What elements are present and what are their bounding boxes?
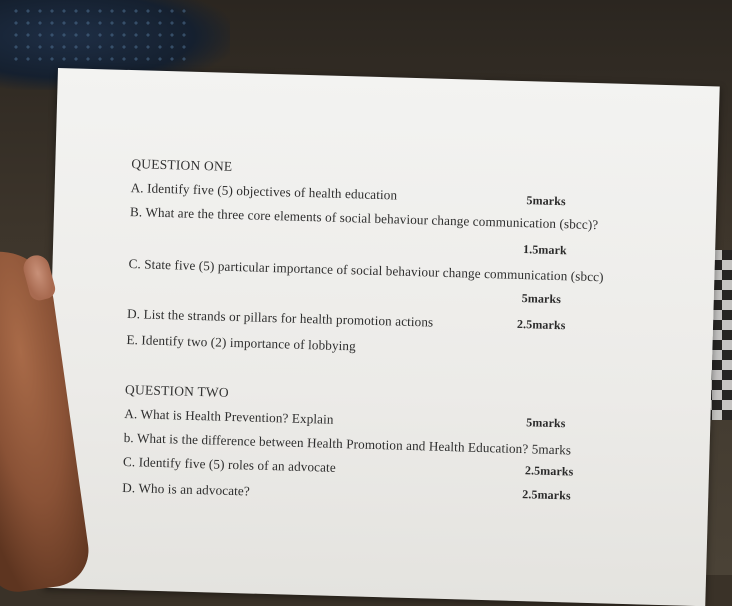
q1-item-c: C. State five (5) particular importance of social behaviour change communication (sbcc) <box>128 256 604 285</box>
q2-item-c-marks: 2.5marks <box>524 463 574 479</box>
q2-item-a: A. What is Health Prevention? Explain <box>124 405 334 427</box>
question-one-heading: QUESTION ONE <box>131 156 233 174</box>
q1-item-e: E. Identify two (2) importance of lobbying <box>126 332 357 354</box>
q1-item-b: B. What are the three core elements of social behaviour change communication (sbcc)? <box>129 204 599 233</box>
q2-item-d: D. Who is an advocate? <box>122 479 251 499</box>
q1-item-d: D. List the strands or pillars for health promotion actions <box>126 306 434 330</box>
fabric-pattern <box>10 5 190 65</box>
q2-item-c: C. Identify five (5) roles of an advocate <box>122 453 336 475</box>
q1-item-c-marks: 5marks <box>521 291 562 307</box>
q1-item-a-marks: 5marks <box>526 193 566 209</box>
q2-item-a-marks: 5marks <box>526 415 566 431</box>
q1-item-a: A. Identify five (5) objectives of health education <box>130 180 398 203</box>
q1-item-d-marks: 2.5marks <box>516 316 566 333</box>
q2-item-d-marks: 2.5marks <box>522 487 571 503</box>
q1-item-b-marks: 1.5mark <box>522 242 568 258</box>
question-paper <box>43 68 719 606</box>
question-two-heading: QUESTION TWO <box>124 382 229 400</box>
q2-item-b: b. What is the difference between Health Promotion and Health Education? 5marks <box>123 429 572 458</box>
